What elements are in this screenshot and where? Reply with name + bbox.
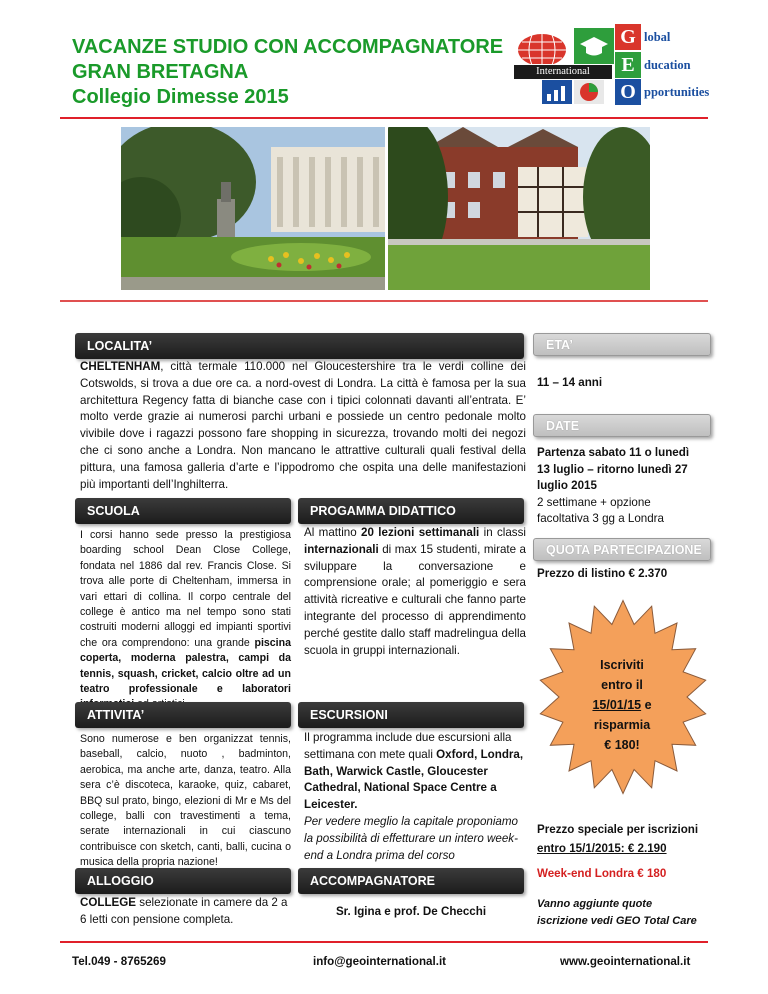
- logo-letter-o: O: [615, 79, 641, 105]
- footer-divider: [60, 941, 708, 943]
- photos-divider: [60, 300, 708, 302]
- logo-word-g: lobal: [644, 30, 671, 44]
- footer-website[interactable]: www.geointernational.it: [560, 955, 691, 968]
- pie-chart-icon: [574, 80, 604, 104]
- localita-body: , città termale 110.000 nel Gloucestershire tra le verdi colline dei Cotswolds, si trova a due ore ca. a nord-ovest di Londra. La città è famosa per la sua architettura Regency fatta di bianche case con i tipici colonnati davanti all’entrata. E’ molto verde grazie ai numerosi parchi urbani e possiede un centro pedonale molto vivibile dove i ragazzi possono fare shopping in sicurezza, trovando molti dei negozi che ci sono anche a Londra. Non mancano le attrattive culturali quali festival della pittura, una famosa galleria d’arte e l’ippodromo che ospita una delle manifestazioni più importanti dell’Inghilterra.: [80, 360, 526, 491]
- title-line-2: GRAN BRETAGNA: [72, 61, 249, 83]
- section-header-attivita: ATTIVITA’: [75, 702, 291, 728]
- attivita-text: Sono numerose e ben organizzat tennis, baseball, calcio, nuoto , badminton, aerobica, ma anche arte, danza, teatro. Alla sera c’è discoteca, karaoke, quiz, cabaret, BBQ sul prato, bingo, elezioni di Mr e Ms del college, balli con travestimenti a tema, serate internazionali in cui ciascuno contribuisce con sketch, canti, balli, cucina o musica della propria nazione!: [80, 733, 291, 869]
- logo-letter-g: G: [615, 24, 641, 50]
- title-line-3: Collegio Dimesse 2015: [72, 86, 289, 108]
- eta-value: 11 – 14 anni: [537, 376, 603, 389]
- footer-email[interactable]: info@geointernational.it: [313, 955, 447, 968]
- scuola-text: I corsi hanno sede presso la prestigiosa boarding school Dean Close College, fondata nel 1886 dal rev. Francis Close. Si trova alle porte di Cheltenham, immersa in vari ettari di collina. Il corpo centrale del college è antico ma nel tempo sono stati costruiti moderni alloggi ed impianti sportivi che ora comprendono: una grande piscina coperta, moderna palestra, campi da tennis, squash, cricket, calcio oltre ad un teatro professionale e laboratori: [80, 528, 291, 713]
- section-header-scuola: SCUOLA: [75, 498, 291, 524]
- geo-logo: [512, 22, 712, 102]
- header-divider: [60, 117, 708, 119]
- escursioni-text: Il programma include due escursioni alla settimana con mete quali Oxford, Londra, Bath, Warwick Castle, Gloucester Cathedral, National Space Centre a Leicester. Per vedere meglio la capitale proponiamo la possibilità di effetturare un intero week-end a Londra prima del corso: [304, 731, 524, 862]
- prezzo-listino: Prezzo di listino € 2.370: [537, 567, 668, 580]
- section-header-accompagnatore: ACCOMPAGNATORE: [298, 868, 524, 894]
- globe-icon: [516, 30, 568, 64]
- prezzo-speciale: Prezzo speciale per iscrizioni entro 15/1/2015: € 2.190: [537, 823, 699, 855]
- note-quote: Vanno aggiunte quote iscrizione vedi GEO Total Care: [537, 898, 697, 927]
- title-line-1: VACANZE STUDIO CON ACCOMPAGNATORE: [72, 36, 504, 58]
- graduation-cap-icon: [574, 28, 614, 64]
- date-text: Partenza sabato 11 o lunedì 13 luglio – ritorno lunedì 27 luglio 2015 2 settimane + opzione facoltativa 3 gg a Londra: [537, 446, 690, 525]
- logo-word-e: ducation: [644, 58, 691, 72]
- logo-letter-e: E: [615, 52, 641, 78]
- deadline-date: 15/01/15: [592, 698, 642, 712]
- section-header-quota: QUOTA PARTECIPAZIONE: [533, 538, 711, 561]
- programma-text: Al mattino 20 lezioni settimanali in classi internazionali di max 15 studenti, mirate a sviluppare la conversazione e comprensione orale; al pomeriggio e sera attività ricreative e culturali che fanno parte integrante del processo di apprendimento perché gestite dallo staff madrelingua della scuola in gruppi internazionali.: [304, 526, 526, 657]
- section-header-alloggio: ALLOGGIO: [75, 868, 291, 894]
- logo-international-label: International: [514, 65, 612, 79]
- localita-lead: CHELTENHAM: [80, 360, 161, 373]
- section-header-localita: LOCALITA’: [75, 333, 524, 359]
- bar-chart-icon: [542, 80, 572, 104]
- weekend-londra: Week-end Londra € 180: [537, 867, 667, 880]
- photo-dean-close-college: [388, 127, 650, 290]
- logo-word-o: pportunities: [644, 85, 710, 99]
- localita-text: [80, 359, 526, 493]
- section-header-eta: ETA’: [533, 333, 711, 356]
- accompagnatore-text: Sr. Igina e prof. De Checchi: [335, 905, 487, 918]
- starburst-text: Iscriviti entro il 15/01/15 e risparmia € 180!: [592, 658, 652, 752]
- scuola-facilities: piscina coperta, moderna palestra, campi da tennis, squash, cricket, calcio oltre ad un teatro professionale e laboratori: [80, 636, 291, 696]
- alloggio-text: COLLEGE selezionate in camere da 2 a 6 letti con pensione completa.: [80, 896, 288, 926]
- photo-cheltenham-park: [121, 127, 385, 290]
- section-header-escursioni: ESCURSIONI: [298, 702, 524, 728]
- footer-tel: Tel.049 - 8765269: [72, 955, 166, 968]
- section-header-programma: PROGAMMA DIDATTICO: [298, 498, 524, 524]
- section-header-date: DATE: [533, 414, 711, 437]
